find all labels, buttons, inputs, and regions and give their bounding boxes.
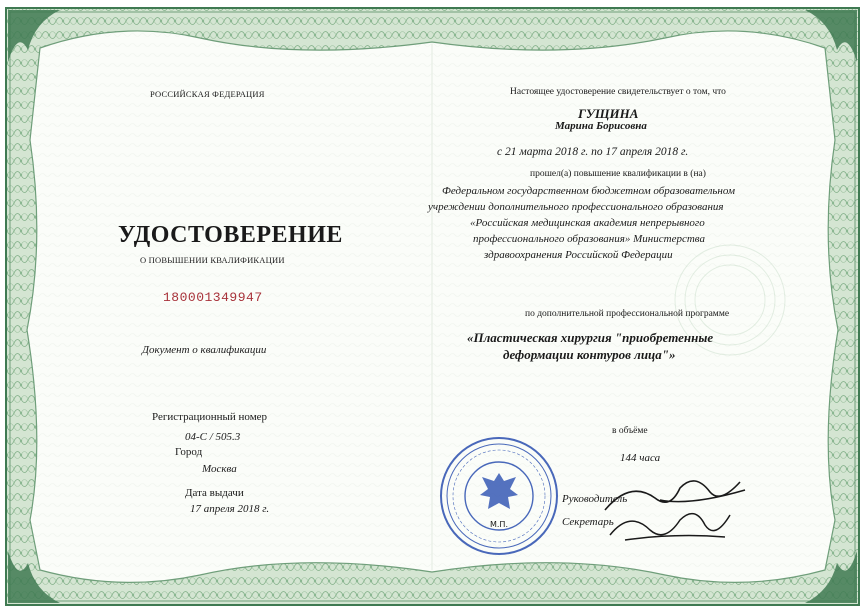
recipient-surname: ГУЩИНА: [578, 106, 639, 121]
secretary-signature: [605, 505, 735, 550]
volume-label: в объёме: [612, 426, 648, 436]
program-line: «Пластическая хирургия "приобретенные: [467, 330, 714, 345]
institution-line: здравоохранения Российской Федерации: [484, 249, 673, 261]
city-label: Город: [175, 446, 203, 458]
document-title: УДОСТОВЕРЕНИЕ: [118, 222, 343, 248]
recipient-given-names: Марина Борисовна: [555, 120, 647, 132]
institution-line: Федеральном государственном бюджетном образовательном: [442, 185, 735, 197]
institution-line: учреждении дополнительного профессионального образования: [428, 201, 724, 213]
passed-text: прошел(а) повышение квалификации в (на): [530, 169, 706, 179]
stamp-center-text: М.П.: [489, 520, 509, 529]
program-label: по дополнительной профессиональной программе: [525, 309, 730, 319]
program-name: [467, 329, 713, 363]
official-stamp: [438, 435, 560, 557]
issue-date-label: Дата выдачи: [185, 487, 244, 499]
registration-number-label: Регистрационный номер: [152, 411, 268, 423]
intro-text: Настоящее удостоверение свидетельствует о том, что: [510, 87, 726, 97]
institution-name: [428, 183, 778, 263]
issue-date: 17 апреля 2018 г.: [190, 503, 270, 515]
serial-number: 180001349947: [163, 290, 263, 305]
institution-line: «Российская медицинская академия непрерывного: [470, 217, 705, 229]
city: Москва: [202, 463, 237, 475]
registration-number: 04-С / 505.3: [185, 431, 241, 443]
program-line: деформации контуров лица"»: [503, 347, 676, 362]
volume-hours: 144 часа: [620, 452, 661, 464]
head-label: Руководитель: [562, 493, 628, 505]
secretary-label: Секретарь: [562, 516, 614, 528]
document-subtitle: О ПОВЫШЕНИИ КВАЛИФИКАЦИИ: [140, 255, 285, 265]
training-period: с 21 марта 2018 г. по 17 апреля 2018 г.: [497, 146, 689, 158]
country-name: РОССИЙСКАЯ ФЕДЕРАЦИЯ: [150, 89, 265, 99]
institution-line: профессионального образования» Министерства: [473, 233, 705, 245]
document-type: Документ о квалификации: [142, 344, 267, 356]
